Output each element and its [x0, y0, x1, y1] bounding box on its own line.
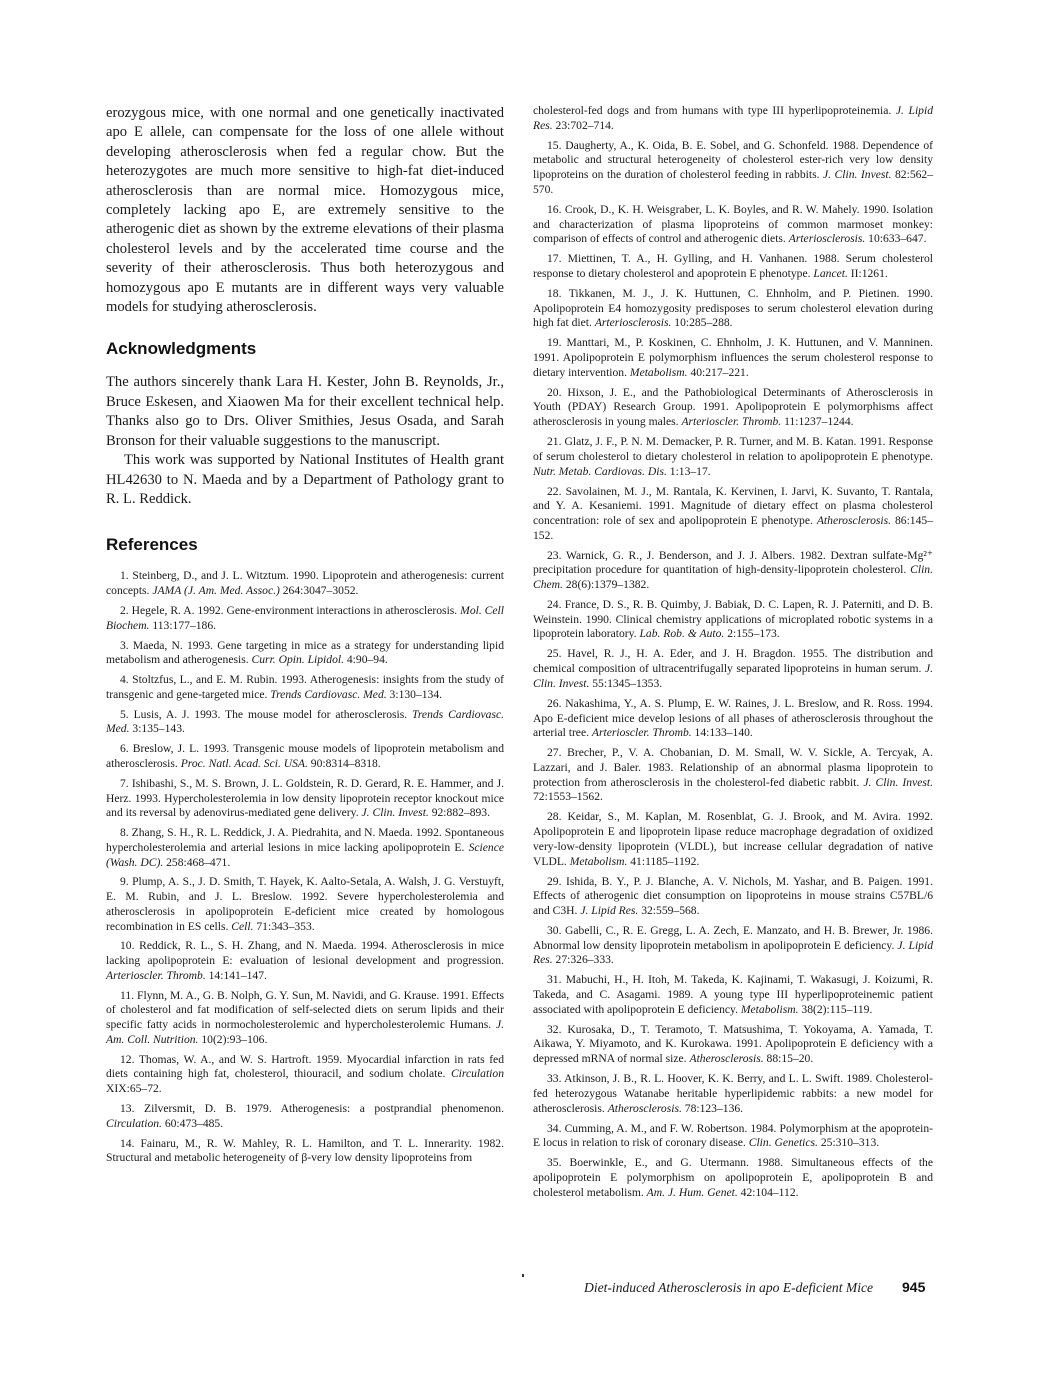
reference-item [533, 386, 933, 430]
reference-source: Mol. Cell Biochem. [106, 603, 505, 632]
reference-item [533, 924, 933, 968]
reference-item [106, 939, 504, 983]
reference-text: 24. France, D. S., R. B. Quimby, J. Babiak, D. C. Lapen, R. J. Paterniti, and D. B. Weinstein. 1990. Clinical chemistry applications of microplated robotic systems in a lipoprotein laboratory. [533, 598, 933, 641]
reference-tail: 10:285–288. [671, 316, 733, 330]
reference-text: 3. Maeda, N. 1993. Gene targeting in mice as a strategy for understanding lipid metabolism and atherogenesis. [106, 638, 504, 667]
reference-text: 18. Tikkanen, M. J., J. K. Huttunen, C. Ehnholm, and P. Pietinen. 1990. Apolipoprotein E4 homozygosity predisposes to serum cholesterol elevation during high fat diet. [533, 286, 933, 330]
reference-text: 21. Glatz, J. F., P. N. M. Demacker, P. R. Turner, and M. B. Katan. 1991. Response of serum cholesterol to dietary cholesterol in relation to apolipoprotein E phenotype. [533, 435, 933, 463]
acknowledgments-heading: Acknowledgments [106, 339, 257, 359]
reference-tail: 264:3047–3052. [279, 584, 359, 598]
reference-source: Atherosclerosis. [607, 1101, 682, 1115]
reference-item [533, 139, 933, 198]
reference-text: 34. Cumming, A. M., and F. W. Robertson. 1984. Polymorphism at the apoprotein-E locus in relation to risk of coronary disease. [533, 1121, 933, 1150]
reference-source: J. Clin. Invest. [361, 806, 429, 820]
page-number: 945 [902, 1279, 926, 1295]
reference-item [533, 549, 933, 593]
reference-tail: 23:702–714. [552, 118, 614, 132]
reference-tail: 2:155–173. [724, 627, 780, 641]
reference-tail: 78:123–136. [681, 1101, 744, 1115]
reference-text: 23. Warnick, G. R., J. Benderson, and J. J. Albers. 1982. Dextran sulfate-Mg²⁺ precipitation procedure for quantitation of high-density-lipoprotein cholesterol. [533, 548, 933, 577]
reference-source: Arteriosclerosis. [788, 232, 866, 246]
acknowledgments-paragraph: The authors sincerely thank Lara H. Kester, John B. Reynolds, Jr., Bruce Eskesen, and Xiaowen Ma for their excellent technical help. Thanks also go to Drs. Oliver Smithies, Jesus Osada, and Sarah Bronson for their valuable suggestions to the manuscript. [106, 374, 504, 449]
reference-source: Metabolism. [569, 854, 628, 868]
reference-item [106, 604, 504, 633]
reference-source: Cell. [231, 919, 254, 933]
reference-text: 11. Flynn, M. A., G. B. Nolph, G. Y. Sun, M. Navidi, and G. Krause. 1991. Effects of cholesterol and fat modification of self-selected diets on serum lipids and their specific fatty acids in normocholesterolemic and hypercholesterolemic Humans. [106, 988, 504, 1032]
reference-tail: 113:177–186. [149, 618, 217, 632]
reference-source: Arterioscler. Thromb. [106, 968, 206, 982]
reference-tail: 92:882–893. [428, 806, 491, 820]
reference-source: J. Clin. Invest. [533, 662, 933, 690]
reference-tail: 40:217–221. [687, 365, 749, 379]
reference-text: 8. Zhang, S. H., R. L. Reddick, J. A. Piedrahita, and N. Maeda. 1992. Spontaneous hypercholesterolemia and arterial lesions in mice lacking apolipoprotein E. [106, 826, 504, 854]
reference-item [106, 875, 504, 934]
reference-text: 6. Breslow, J. L. 1993. Transgenic mouse models of lipoprotein metabolism and atherosclerosis. [106, 742, 504, 770]
reference-source: Atherosclerosis. [816, 513, 892, 527]
reference-text: 27. Brecher, P., V. A. Chobanian, D. M. Small, W. V. Sickle, A. Tercyak, A. Lazzari, and J. Baler. 1983. Relationship of an abnormal plasma lipoprotein to protection from atherosclerosis in the cholesterol-fed diabetic rabbit. [533, 746, 933, 789]
reference-tail: 60:473–485. [161, 1116, 224, 1130]
reference-text: 4. Stoltzfus, L., and E. M. Rubin. 1993. Atherogenesis: insights from the study of transgenic and gene-targeted mice. [106, 673, 504, 701]
right-column [533, 104, 933, 1206]
reference-tail: 41:1185–1192. [627, 854, 700, 868]
reference-source: Am. J. Hum. Genet. [646, 1185, 738, 1199]
reference-text: 20. Hixson, J. E., and the Pathobiological Determinants of Atherosclerosis in Youth (PDAY) Research Group. 1991. Apolipoprotein E polymorphisms affect atherosclerosis in young males. [533, 385, 933, 429]
reference-text: 2. Hegele, R. A. 1992. Gene-environment interactions in atherosclerosis. [120, 603, 461, 617]
funding-paragraph: This work was supported by National Institutes of Health grant HL42630 to N. Maeda and by a Department of Pathology grant to R. L. Reddick. [106, 452, 504, 507]
left-column [106, 104, 504, 1171]
reference-source: J. Lipid Res. [533, 938, 933, 967]
reference-source: Lab. Rob. & Auto. [639, 627, 725, 641]
reference-item [533, 336, 933, 380]
reference-item [533, 287, 933, 331]
reference-item [533, 1072, 933, 1116]
reference-tail: 3:135–143. [129, 722, 185, 736]
reference-item [533, 746, 933, 805]
reference-tail: 32:559–568. [638, 903, 700, 917]
reference-item [533, 697, 933, 741]
reference-text: 31. Mabuchi, H., H. Itoh, M. Takeda, K. Kajinami, T. Wakasugi, J. Koizumi, R. Takeda, and C. Asagami. 1989. A young type III hyperlipoproteinemic patient associated with apolipoprotein E deficiency. [533, 973, 933, 1016]
reference-source: Clin. Genetics. [748, 1136, 818, 1150]
reference-item [533, 203, 933, 247]
reference-item [106, 639, 504, 668]
reference-item [533, 485, 933, 544]
reference-text: 12. Thomas, W. A., and W. S. Hartroft. 1959. Myocardial infarction in rats fed diets containing high fat, cholesterol, thiouracil, and sodium cholate. [106, 1052, 504, 1081]
reference-item [106, 989, 504, 1048]
reference-source: Clin. Chem. [533, 563, 933, 592]
reference-item [533, 810, 933, 869]
reference-text: 28. Keidar, S., M. Kaplan, M. Rosenblat, G. J. Brook, and M. Avira. 1992. Apolipoprotein E and lipoprotein lipase reduce macrophage degradation of oxidized very-low-density lipoprotein (VLDL), but increase cellular degradation of native VLDL. [533, 810, 933, 868]
reference-item [533, 252, 933, 281]
reference-source: Circulation [450, 1067, 504, 1081]
references-list-left [106, 569, 504, 1166]
reference-source: Metabolism. [740, 1002, 799, 1016]
reference-source: Nutr. Metab. Cardiovas. Dis. [533, 464, 667, 478]
reference-source: J. Lipid Res. [533, 104, 934, 132]
reference-tail: 82:562–570. [533, 168, 934, 196]
reference-source: J. Am. Coll. Nutrition. [106, 1018, 504, 1046]
reference-source: Trends Cardiovasc. Med. [270, 687, 387, 701]
reference-tail: 71:343–353. [253, 919, 315, 933]
reference-item [533, 1023, 933, 1067]
reference-text: 32. Kurosaka, D., T. Teramoto, T. Matsushima, T. Yokoyama, A. Yamada, T. Aikawa, Y. Miyamoto, and K. Kurokawa. 1991. Apolipoprotein E deficiency with a depressed mRNA of normal size. [533, 1022, 933, 1066]
reference-text: 35. Boerwinkle, E., and G. Utermann. 1988. Simultaneous effects of the apolipoprotein E polymorphism on apolipoprotein E, apolipoprotein B and cholesterol metabolism. [533, 1156, 933, 1199]
reference-source: J. Clin. Invest. [863, 775, 933, 789]
reference-source: Curr. Opin. Lipidol. [251, 653, 344, 667]
reference-text: 26. Nakashima, Y., A. S. Plump, E. W. Raines, J. L. Breslow, and R. Ross. 1994. Apo E-deficient mice develop lesions of all phases of atherosclerosis throughout the arterial tree. [533, 696, 933, 740]
running-title: Diet-induced Atherosclerosis in apo E-deficient Mice [584, 1280, 874, 1295]
reference-item [106, 777, 504, 821]
reference-text: 30. Gabelli, C., R. E. Gregg, L. A. Zech, E. Manzato, and H. B. Brewer, Jr. 1986. Abnormal low density lipoprotein metabolism in apolipoprotein E deficiency. [533, 923, 933, 952]
reference-source: Proc. Natl. Acad. Sci. USA. [180, 756, 308, 770]
reference-item [106, 742, 504, 771]
reference-item [533, 598, 933, 642]
reference-text: 14. Fainaru, M., R. W. Mahley, R. L. Hamilton, and T. L. Innerarity. 1982. Structural and metabolic heterogeneity of β-very low density lipoproteins from [106, 1136, 504, 1165]
reference-text: 5. Lusis, A. J. 1993. The mouse model for atherosclerosis. [120, 707, 413, 721]
reference-source: Trends Cardiovasc. Med. [106, 707, 504, 736]
reference-text: 10. Reddick, R. L., S. H. Zhang, and N. Maeda. 1994. Atherosclerosis in mice lacking apolipoprotein E: evaluation of lesional development and progression. [106, 939, 504, 968]
reference-source: Atherosclerosis. [689, 1052, 764, 1066]
reference-tail: 38(2):115–119. [798, 1002, 873, 1016]
reference-text: 22. Savolainen, M. J., M. Rantala, K. Kervinen, I. Jarvi, K. Suvanto, T. Rantala, and Y. A. Kesaniemi. 1991. Magnitude of dietary effect on plasma cholesterol concentration: role of sex and apolipoprotein E phenotype. [533, 484, 933, 527]
reference-tail: 3:130–134. [386, 687, 443, 701]
reference-item [533, 435, 933, 479]
reference-tail: 11:1237–1244. [781, 415, 854, 429]
reference-tail: 1:13–17. [666, 464, 711, 478]
reference-tail: 72:1553–1562. [533, 790, 603, 804]
reference-source: JAMA (J. Am. Med. Assoc.) [152, 584, 280, 598]
reference-tail: 90:8314–8318. [307, 756, 381, 770]
reference-tail: 86:145–152. [533, 513, 933, 542]
reference-source: Lancet. [813, 266, 848, 280]
reference-text: 1. Steinberg, D., and J. L. Witztum. 1990. Lipoprotein and atherogenesis: current concepts. [106, 569, 504, 598]
reference-item [106, 1102, 504, 1131]
reference-item [106, 826, 504, 870]
reference-source: J. Clin. Invest. [823, 168, 892, 182]
scan-speck [522, 1274, 524, 1277]
reference-tail: 258:468–471. [163, 855, 231, 869]
reference-text: 25. Havel, R. J., H. A. Eder, and J. H. Bragdon. 1955. The distribution and chemical composition of ultracentrifugally separated lipoproteins in human serum. [533, 647, 933, 676]
reference-tail: 4:90–94. [343, 653, 388, 667]
reference-item [533, 973, 933, 1017]
reference-item [106, 569, 504, 598]
reference-source: Circulation. [106, 1116, 162, 1130]
reference-item [533, 875, 933, 919]
reference-text: 9. Plump, A. S., J. D. Smith, T. Hayek, K. Aalto-Setala, A. Walsh, J. G. Verstuyft, E. M. Rubin, and J. L. Breslow. 1992. Severe hypercholesterolemia and atherosclerosis in apolipoprotein E-deficient mice created by homologous recombination in ES cells. [106, 875, 504, 933]
reference-tail: 14:141–147. [205, 968, 267, 982]
reference-item [106, 673, 504, 702]
reference-item [106, 708, 504, 737]
reference-item [106, 1053, 504, 1097]
reference-text: 16. Crook, D., K. H. Weisgraber, L. K. Boyles, and R. W. Mahely. 1990. Isolation and characterization of plasma lipoproteins of common marmoset monkey: comparison of effects of control and atherogenic diets. [533, 202, 933, 246]
reference-tail: XIX:65–72. [106, 1082, 162, 1096]
reference-text: 19. Manttari, M., P. Koskinen, C. Ehnholm, J. K. Huttunen, and V. Manninen. 1991. Apolipoprotein E polymorphism influences the serum cholesterol response to dietary intervention. [533, 336, 933, 379]
reference-source: Arterioscler. Thromb. [591, 726, 692, 740]
reference-item [106, 1137, 504, 1166]
reference-item [533, 1122, 933, 1151]
references-heading: References [106, 535, 198, 555]
reference-text: 15. Daugherty, A., K. Oida, B. E. Sobel, and G. Schonfeld. 1988. Dependence of metabolic and structural heterogeneity of cholesterol ester-rich very low density lipoproteins on the duration of cholesterol feeding in rabbits. [533, 138, 933, 182]
reference-source: Metabolism. [629, 365, 688, 379]
reference-tail: 10(2):93–106. [198, 1032, 268, 1046]
reference-tail: 55:1345–1353. [589, 676, 663, 690]
reference-item [533, 647, 933, 691]
reference-tail: 88:15–20. [763, 1052, 814, 1066]
reference-tail: 14:133–140. [691, 726, 753, 740]
references-list-right [533, 139, 933, 1201]
reference-text: 29. Ishida, B. Y., P. J. Blanche, A. V. Nichols, M. Yashar, and B. Paigen. 1991. Effects of atherogenic diet consumption on lipoproteins in mouse strains C57BL/6 and C3H. [533, 874, 933, 917]
reference-text: 7. Ishibashi, S., M. S. Brown, J. L. Goldstein, R. D. Gerard, R. E. Hammer, and J. Herz. 1993. Hypercholesterolemia in low density lipoprotein receptor knockout mice and its reversal by adenovirus-mediated gene delivery. [106, 776, 504, 820]
reference-tail: 28(6):1379–1382. [562, 578, 650, 592]
reference-source: Arterioscler. Thromb. [681, 415, 782, 429]
reference-tail: 27:326–333. [552, 953, 614, 967]
reference-source: Science (Wash. DC). [106, 840, 504, 869]
intro-paragraph: erozygous mice, with one normal and one genetically inactivated apo E allele, can compensate for the loss of one allele without developing atherosclerosis when fed a regular chow. But the heterozygotes are much more sensitive to high-fat diet-induced atherosclerosis than are normal mice. Homozygous mice, completely lacking apo E, are extremely sensitive to the atherogenic diet as shown by the extreme elevations of their plasma cholesterol levels and by the accelerated time course and the severity of their atherosclerosis. Thus both heterozygous and homozygous apo E mutants are in different ways very valuable models for studying atherosclerosis. [106, 105, 504, 316]
reference-tail: 10:633–647. [865, 232, 927, 246]
reference-source: J. Lipid Res. [580, 903, 639, 917]
reference-continuation [533, 104, 933, 133]
reference-source: Arteriosclerosis. [594, 316, 672, 330]
reference-item [533, 1156, 933, 1200]
reference-text: 33. Atkinson, J. B., R. L. Hoover, K. K. Berry, and L. L. Swift. 1989. Cholesterol-fed heterozygous Watanabe heritable hyperlipidemic rabbits: a new model for atherosclerosis. [533, 1072, 933, 1115]
reference-tail: 25:310–313. [817, 1136, 880, 1150]
reference-text: cholesterol-fed dogs and from humans with type III hyperlipoproteinemia. [533, 104, 896, 117]
reference-tail: 42:104–112. [737, 1185, 799, 1199]
reference-text: 17. Miettinen, T. A., H. Gylling, and H. Vanhanen. 1988. Serum cholesterol response to dietary cholesterol and apoprotein E phenotype. [533, 252, 933, 280]
reference-text: 13. Zilversmit, D. B. 1979. Atherogenesis: a postprandial phenomenon. [120, 1102, 504, 1116]
reference-tail: II:1261. [847, 266, 888, 280]
